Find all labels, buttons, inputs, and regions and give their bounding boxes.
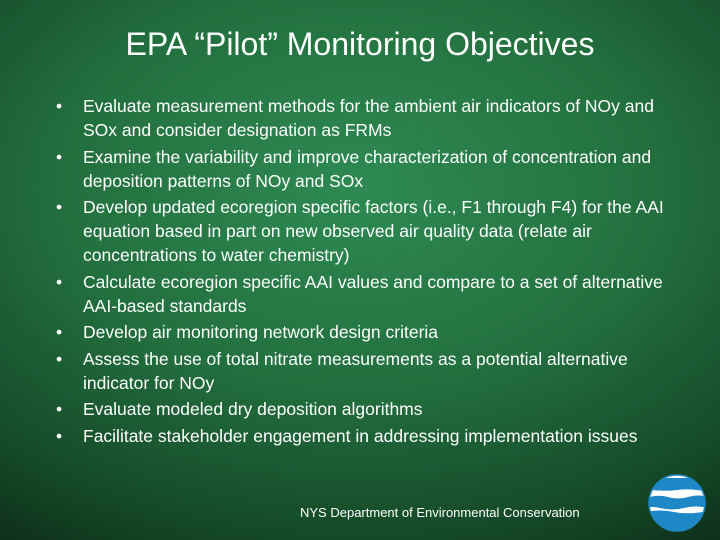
footer-organization: NYS Department of Environmental Conservation: [300, 505, 580, 520]
bullet-text: Develop updated ecoregion specific factors (i.e., F1 through F4) for the AAI equation based in part on new observed air quality data (relate air concentrations to water chemistry): [83, 197, 664, 265]
bullet-text: Calculate ecoregion specific AAI values and compare to a set of alternative AAI-based standards: [83, 271, 663, 316]
nys-dec-logo-icon: [648, 474, 706, 532]
bullet-text: Examine the variability and improve characterization of concentration and deposition patterns of NOy and SOx: [83, 146, 652, 191]
bullet-text: Facilitate stakeholder engagement in addressing implementation issues: [83, 425, 638, 446]
bullet-dot-icon: •: [56, 271, 63, 292]
bullet-text: Evaluate modeled dry deposition algorithms: [83, 399, 423, 419]
bullet-item: [55, 195, 670, 267]
bullet-dot-icon: •: [56, 425, 63, 446]
bullet-dot-icon: •: [56, 322, 63, 342]
bullet-list: [55, 94, 670, 450]
bullet-item: [55, 397, 670, 421]
bullet-item: [55, 320, 670, 344]
bullet-item: [55, 270, 670, 318]
bullet-dot-icon: •: [56, 197, 63, 217]
bullet-dot-icon: •: [56, 96, 63, 116]
bullet-dot-icon: •: [56, 146, 63, 167]
bullet-text: Evaluate measurement methods for the ambient air indicators of NOy and SOx and consider designation as FRMs: [83, 96, 654, 140]
slide-title: EPA “Pilot” Monitoring Objectives: [125, 26, 595, 62]
bullet-text: Assess the use of total nitrate measurements as a potential alternative indicator for NOy: [83, 348, 628, 393]
bullet-item: [55, 347, 670, 395]
bullet-text: Develop air monitoring network design criteria: [83, 322, 439, 342]
bullet-dot-icon: •: [56, 348, 63, 369]
bullet-item: [55, 94, 670, 142]
bullet-item: [55, 145, 670, 193]
bullet-dot-icon: •: [56, 399, 63, 419]
bullet-item: [55, 424, 670, 448]
